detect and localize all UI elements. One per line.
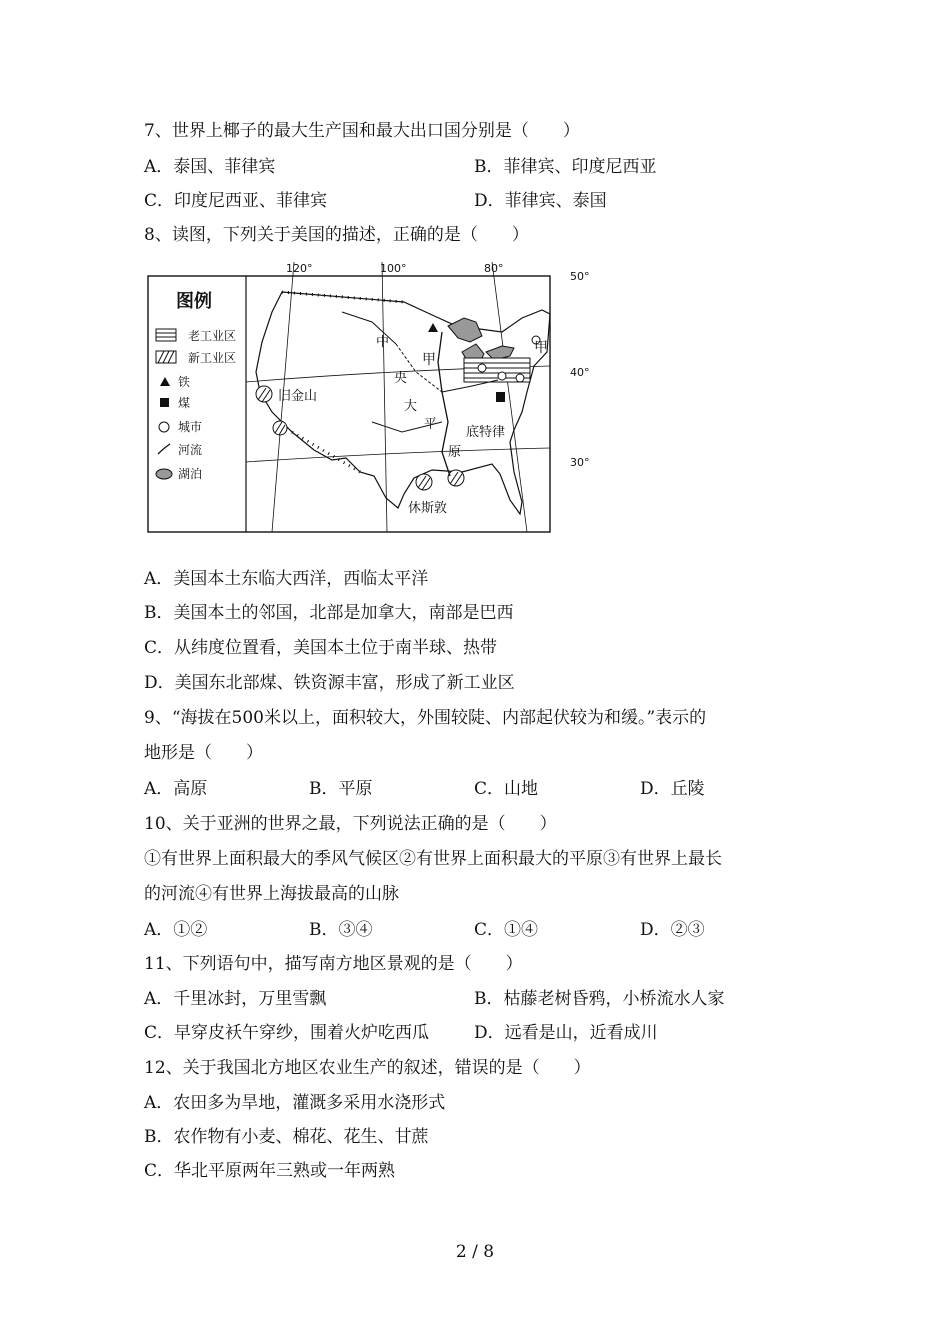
new-industry-la (273, 421, 287, 435)
lon-label-100: 100° (380, 262, 407, 275)
plain-label-5: 原 (448, 445, 462, 460)
q10-option-c: C．①④ (474, 920, 539, 940)
q9-option-a: A．高原 (144, 779, 208, 799)
lon-label-120: 120° (286, 262, 313, 275)
q12-stem: 12、关于我国北方地区农业生产的叙述，错误的是（ ） (144, 1058, 591, 1078)
plain-label-1: 中 (376, 335, 390, 350)
jia-label-east: 甲 (534, 340, 548, 356)
q10-statement-line2: 的河流④有世界上海拔最高的山脉 (144, 884, 399, 904)
coal-symbol (496, 392, 505, 402)
plain-label-3: 大 (404, 399, 418, 414)
plain-label-2: 央 (394, 371, 408, 386)
houston-label: 休斯敦 (408, 501, 448, 516)
legend-city-icon (159, 422, 169, 432)
jia-label-west: 甲 (422, 352, 436, 368)
legend-new-industry: 新工业区 (188, 351, 237, 365)
new-industry-sf (256, 386, 272, 402)
legend-river: 河流 (178, 443, 203, 457)
legend-lake: 湖泊 (178, 467, 203, 481)
q10-option-a: A．①② (144, 920, 208, 940)
q12-option-b: B．农作物有小麦、棉花、花生、甘蔗 (144, 1127, 429, 1147)
q11-option-b: B．枯藤老树昏鸦，小桥流水人家 (474, 989, 725, 1009)
legend-title: 图例 (176, 291, 212, 312)
q8-option-d: D．美国东北部煤、铁资源丰富，形成了新工业区 (144, 673, 515, 693)
iron-symbol (428, 323, 438, 332)
q7-option-a: A．泰国、菲律宾 (144, 157, 276, 177)
legend-river-icon (158, 444, 170, 454)
legend-city: 城市 (178, 420, 203, 434)
q8-option-a: A．美国本土东临大西洋，西临太平洋 (144, 569, 429, 589)
q9-stem-line2: 地形是（ ） (144, 743, 263, 763)
q11-stem: 11、下列语句中，描写南方地区景观的是（ ） (144, 954, 523, 974)
lat-label-30: 30° (570, 456, 590, 469)
q8-stem: 8、读图，下列关于美国的描述，正确的是（ ） (144, 225, 529, 245)
legend-old-industry-icon (156, 329, 176, 341)
lat-label-50: 50° (570, 270, 590, 283)
san-francisco-label: 旧金山 (278, 389, 318, 404)
q12-option-c: C．华北平原两年三熟或一年两熟 (144, 1161, 396, 1181)
plain-label-4: 平 (424, 417, 438, 432)
legend-new-industry-icon (156, 351, 176, 363)
q7-option-d: D．菲律宾、泰国 (474, 191, 607, 211)
q8-option-c: C．从纬度位置看，美国本土位于南半球、热带 (144, 638, 498, 658)
new-industry-houston (416, 470, 464, 490)
legend-iron-icon (160, 377, 170, 386)
q8-option-b: B．美国本土的邻国，北部是加拿大，南部是巴西 (144, 603, 514, 623)
usa-map-figure (142, 262, 602, 534)
q11-option-d: D．远看是山，近看成川 (474, 1023, 658, 1043)
legend-coal: 煤 (178, 396, 191, 410)
great-lakes (448, 318, 482, 342)
q10-stem: 10、关于亚洲的世界之最，下列说法正确的是（ ） (144, 814, 557, 834)
q12-option-a: A．农田多为旱地，灌溉多采用水浇形式 (144, 1093, 446, 1113)
q7-option-c: C．印度尼西亚、菲律宾 (144, 191, 328, 211)
q7-option-b: B．菲律宾、印度尼西亚 (474, 157, 657, 177)
q9-option-c: C．山地 (474, 779, 539, 799)
q9-option-d: D．丘陵 (640, 779, 705, 799)
legend-iron: 铁 (178, 375, 191, 389)
detroit-label: 底特律 (466, 425, 506, 440)
q7-stem: 7、世界上椰子的最大生产国和最大出口国分别是（ ） (144, 121, 580, 141)
q9-stem-line1: 9、“海拔在500米以上，面积较大，外围较陡、内部起伏较为和缓。”表示的 (144, 708, 707, 728)
page-number: 2 / 8 (455, 1242, 495, 1262)
q11-option-a: A．千里冰封，万里雪飘 (144, 989, 327, 1009)
lat-label-40: 40° (570, 366, 590, 379)
lon-label-80: 80° (484, 262, 504, 275)
q10-option-b: B．③④ (309, 920, 373, 940)
q11-option-c: C．早穿皮袄午穿纱，围着火炉吃西瓜 (144, 1023, 430, 1043)
q10-option-d: D．②③ (640, 920, 705, 940)
q10-statement-line1: ①有世界上面积最大的季风气候区②有世界上面积最大的平原③有世界上最长 (144, 849, 722, 869)
legend-coal-icon (160, 398, 169, 407)
legend-old-industry: 老工业区 (188, 329, 237, 343)
q9-option-b: B．平原 (309, 779, 373, 799)
legend-lake-icon (156, 469, 172, 479)
